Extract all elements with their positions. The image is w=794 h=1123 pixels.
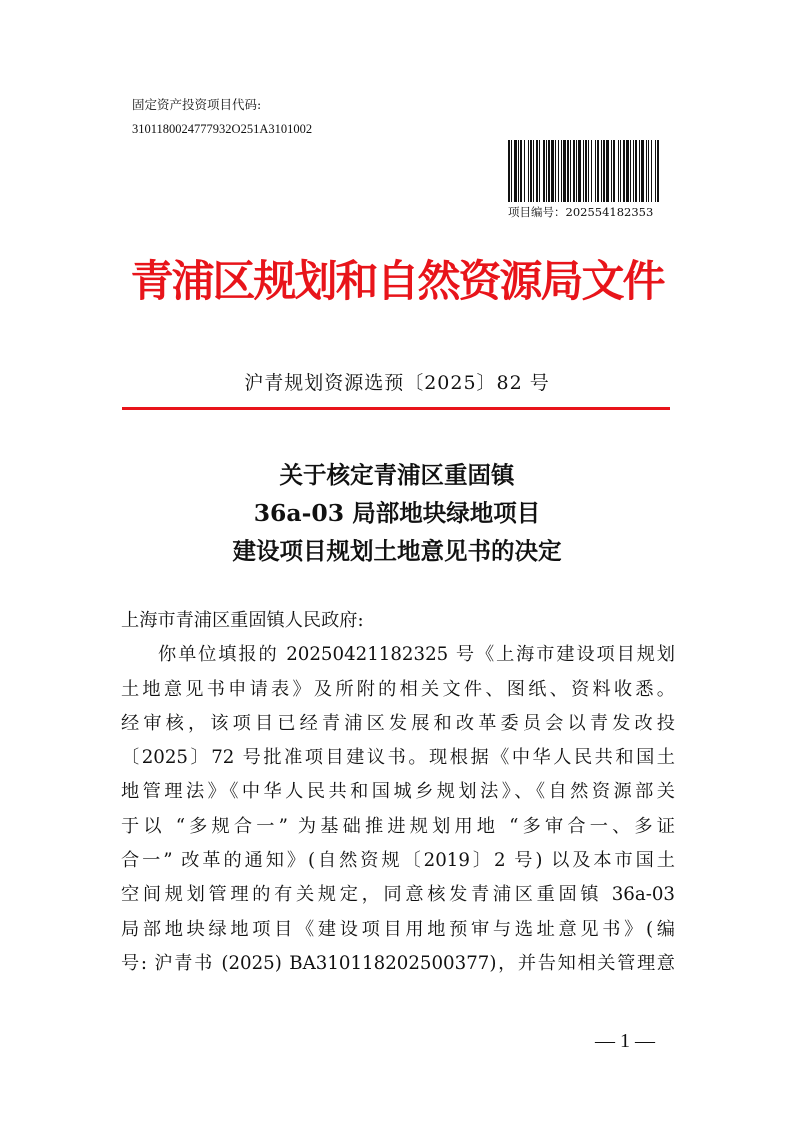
page-number: — 1 — — [595, 1030, 655, 1052]
body-line: 经审核，该项目已经青浦区发展和改革委员会以青发改投 — [121, 712, 675, 734]
barcode — [508, 140, 660, 202]
addressee: 上海市青浦区重固镇人民政府: — [121, 610, 364, 631]
investment-code-value: 3101180024777932O251A3101002 — [132, 122, 313, 136]
subject-line: 建设项目规划土地意见书的决定 — [232, 537, 562, 565]
subject-line: 关于核定青浦区重固镇 — [279, 461, 515, 489]
document-title: 青浦区规划和自然资源局文件 — [130, 257, 664, 307]
body-line: 局部地块绿地项目《建设项目用地预审与选址意见书》(编 — [121, 918, 675, 940]
body-line: 〔2025〕72 号批准项目建议书。现根据《中华人民共和国土 — [121, 747, 675, 769]
body-line: 地管理法》《中华人民共和国城乡规划法》、《自然资源部关 — [121, 781, 675, 803]
subject-heading — [100, 456, 694, 570]
body-line: 空间规划管理的有关规定，同意核发青浦区重固镇 36a-03 — [121, 884, 675, 906]
body-line: 于以 “多规合一” 为基础推进规划用地 “多审合一、多证 — [121, 815, 675, 837]
subject-line: 36a-03 局部地块绿地项目 — [253, 499, 541, 527]
investment-code-label: 固定资产投资项目代码: — [132, 97, 262, 112]
project-number: 项目编号：202554182353 — [508, 205, 654, 219]
body-line: 你单位填报的 20250421182325 号《上海市建设项目规划 — [158, 644, 675, 666]
body-text — [121, 604, 675, 981]
red-divider-line — [122, 407, 670, 410]
body-line: 号: 沪青书 (2025) BA310118202500377)，并告知相关管理意 — [121, 952, 675, 974]
body-line: 土地意见书申请表》及所附的相关文件、图纸、资料收悉。 — [121, 678, 675, 700]
document-number: 沪青规划资源选预〔2025〕82 号 — [244, 372, 550, 394]
body-line: 合一” 改革的通知》(自然资规〔2019〕2 号) 以及本市国土 — [121, 850, 675, 872]
